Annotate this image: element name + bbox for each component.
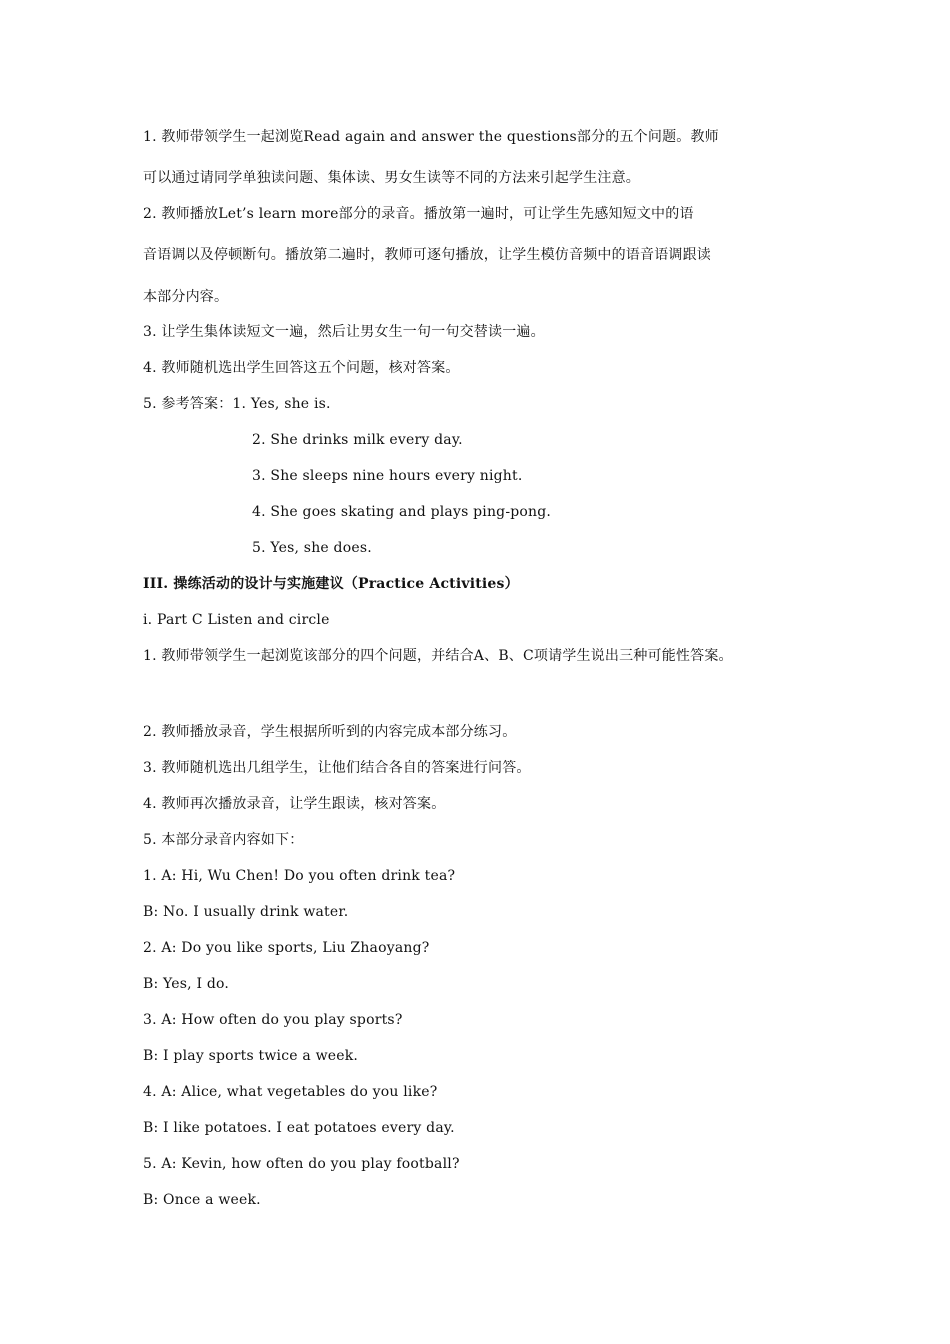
dialogue-line: 3. A: How often do you play sports? xyxy=(143,1012,403,1028)
text-line: 可以通过请同学单独读问题、集体读、男女生读等不同的方法来引起学生注意。 xyxy=(143,170,640,186)
dialogue-line: B: I play sports twice a week. xyxy=(143,1048,359,1064)
dialogue-line: B: Yes, I do. xyxy=(143,976,230,992)
text-line: 5. 参考答案：1. Yes, she is. xyxy=(143,396,331,412)
text-line: 1. 教师带领学生一起浏览该部分的四个问题，并结合A、B、C项请学生说出三种可能性答案。 xyxy=(143,648,733,664)
dialogue-line: 4. A: Alice, what vegetables do you like? xyxy=(143,1084,438,1100)
answer-line: 2. She drinks milk every day. xyxy=(252,432,463,448)
dialogue-line: B: No. I usually drink water. xyxy=(143,904,349,920)
answer-line: 3. She sleeps nine hours every night. xyxy=(252,468,523,484)
dialogue-line: B: Once a week. xyxy=(143,1192,261,1208)
subsection-heading: i. Part C Listen and circle xyxy=(143,612,330,628)
text-line: 2. 教师播放Let’s learn more部分的录音。播放第一遍时，可让学生先感知短文中的语 xyxy=(143,206,694,222)
dialogue-line: 5. A: Kevin, how often do you play football? xyxy=(143,1156,460,1172)
dialogue-line: 1. A: Hi, Wu Chen! Do you often drink tea? xyxy=(143,868,456,884)
text-line: 4. 教师再次播放录音，让学生跟读，核对答案。 xyxy=(143,796,446,812)
text-line: 音语调以及停顿断句。播放第二遍时，教师可逐句播放，让学生模仿音频中的语音语调跟读 xyxy=(143,247,711,263)
dialogue-line: 2. A: Do you like sports, Liu Zhaoyang? xyxy=(143,940,430,956)
section-heading: III. 操练活动的设计与实施建议（Practice Activities） xyxy=(143,576,519,592)
text-line: 本部分内容。 xyxy=(143,289,229,305)
text-line: 4. 教师随机选出学生回答这五个问题，核对答案。 xyxy=(143,360,460,376)
answer-line: 5. Yes, she does. xyxy=(252,540,372,556)
text-line: 3. 让学生集体读短文一遍，然后让男女生一句一句交替读一遍。 xyxy=(143,324,545,340)
text-line: 5. 本部分录音内容如下： xyxy=(143,832,304,848)
answer-line: 4. She goes skating and plays ping-pong. xyxy=(252,504,552,520)
text-line: 3. 教师随机选出几组学生，让他们结合各自的答案进行问答。 xyxy=(143,760,531,776)
text-line: 2. 教师播放录音，学生根据所听到的内容完成本部分练习。 xyxy=(143,724,517,740)
dialogue-line: B: I like potatoes. I eat potatoes every day. xyxy=(143,1120,455,1136)
text-line: 1. 教师带领学生一起浏览Read again and answer the questions部分的五个问题。教师 xyxy=(143,129,719,145)
